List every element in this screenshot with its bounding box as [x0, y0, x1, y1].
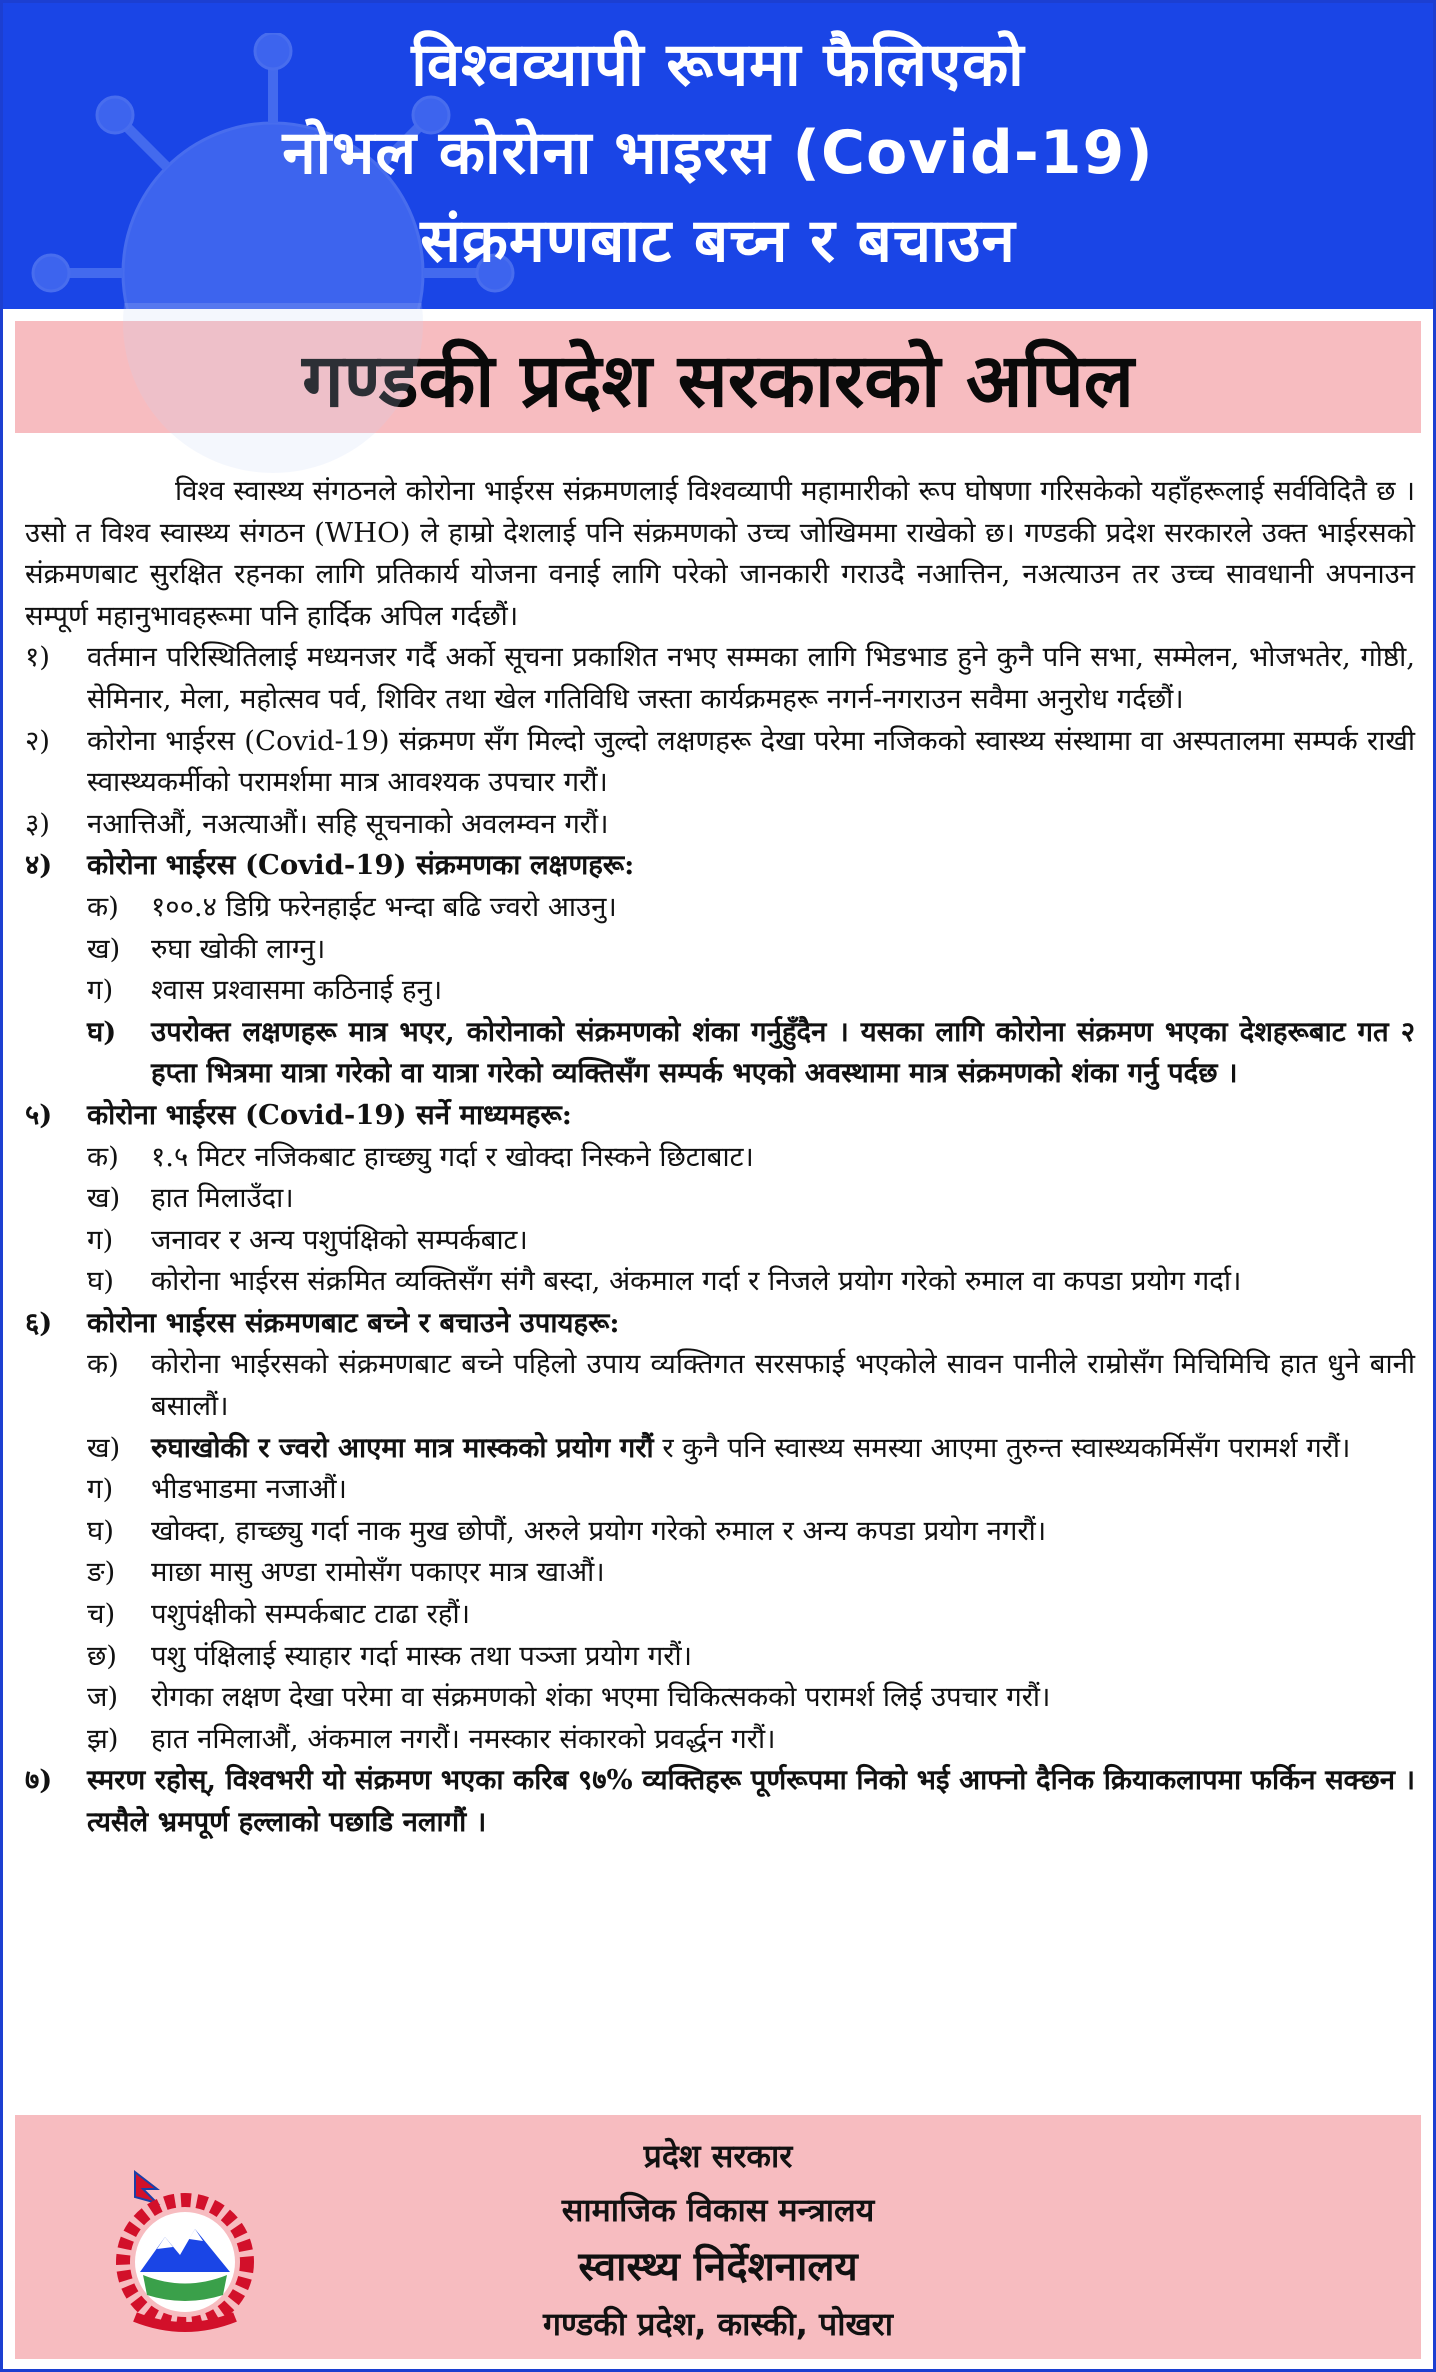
- sub-text: १.५ मिटर नजिकबाट हाच्छ्यु गर्दा र खोक्दा निस्कने छिटाबाट।: [151, 1140, 754, 1173]
- sub-item: [25, 1344, 1415, 1427]
- sub-item: [25, 1677, 1415, 1719]
- sub-text-rest: र कुनै पनि स्वास्थ्य समस्या आएमा तुरुन्त स्वास्थ्यकर्मिसँग परामर्श गरौं।: [653, 1431, 1351, 1464]
- appeal-content: [25, 471, 1415, 1844]
- header-line-2: नोभल कोरोना भाइरस (Covid-19): [282, 118, 1154, 188]
- sub-label: क): [87, 1348, 119, 1381]
- sub-item: [25, 1220, 1415, 1262]
- sub-label: क): [87, 1140, 119, 1173]
- sub-item: [25, 1428, 1415, 1470]
- list-item-2: [25, 721, 1415, 804]
- sub-label: च): [87, 1598, 116, 1631]
- sub-item: [25, 1511, 1415, 1553]
- sub-text: पशु पंक्षिलाई स्याहार गर्दा मास्क तथा पञ्जा प्रयोग गरौं।: [151, 1639, 693, 1672]
- list-item-4: [25, 845, 1415, 887]
- item-number: १): [25, 641, 51, 674]
- sub-label: ज): [87, 1681, 119, 1714]
- sub-text: १००.४ डिग्रि फरेनहाईट भन्दा बढि ज्वरो आउनु।: [151, 890, 617, 923]
- header-title: [3, 21, 1433, 285]
- item-text: स्मरण रहोस्, विश्वभरी यो संक्रमण भएका करिब ९७% व्यक्तिहरू पूर्णरूपमा निको भई आफ्नो दैनिक क्रियाकलापमा फर्किन सक्छन । त्यसैले भ्रमपूर्ण हल्लाको पछाडि नलागौं ।: [87, 1764, 1415, 1838]
- sub-item: [25, 1261, 1415, 1303]
- sub-item: [25, 1469, 1415, 1511]
- sub-item: [25, 929, 1415, 971]
- sub-text: भीडभाडमा नजाऔं।: [151, 1473, 347, 1506]
- sub-label: घ): [87, 1265, 114, 1298]
- sub-label: छ): [87, 1639, 118, 1672]
- footer-line-4: गण्डकी प्रदेश, कास्की, पोखरा: [542, 2305, 894, 2343]
- sub-text: हात मिलाउँदा।: [151, 1182, 294, 1215]
- sub-text-bold: रुघाखोकी र ज्वरो आएमा मात्र मास्कको प्रयोग गरौं: [151, 1431, 654, 1464]
- sub-item: [25, 970, 1415, 1012]
- sub-label: ख): [87, 932, 121, 965]
- appeal-title: गण्डकी प्रदेश सरकारको अपिल: [302, 337, 1134, 424]
- sub-text: कोरोना भाईरस संक्रमित व्यक्तिसँग संगै बस्दा, अंकमाल गर्दा र निजले प्रयोग गरेको रुमाल वा कपडा प्रयोग गर्दा।: [151, 1265, 1242, 1298]
- sub-text: पशुपंक्षीको सम्पर्कबाट टाढा रहौं।: [151, 1598, 471, 1631]
- sub-item: [25, 887, 1415, 929]
- header-line-1: विश्वव्यापी रूपमा फैलिएको: [411, 30, 1025, 100]
- item-heading: कोरोना भाईरस (Covid-19) संक्रमणका लक्षणहरू:: [87, 849, 635, 882]
- item-text: वर्तमान परिस्थितिलाई मध्यनजर गर्दै अर्को सूचना प्रकाशित नभए सम्मका लागि भिडभाड हुने कुनै पनि सभा, सम्मेलन, भोजभतेर, गोष्ठी, सेमिनार, मेला, महोत्सव पर्व, शिविर तथा खेल गतिविधि जस्ता कार्यक्रमहरू नगर्न-नगराउन सवैमा अनुरोध गर्दछौं।: [87, 641, 1415, 715]
- item-number: ६): [25, 1306, 53, 1339]
- item-text: कोरोना भाईरस (Covid-19) संक्रमण सँग मिल्दो जुल्दो लक्षणहरू देखा परेमा नजिकको स्वास्थ्य संस्थामा वा अस्पतालमा सम्पर्क राखी स्वास्थ्यकर्मीको परामर्शमा मात्र आवश्यक उपचार गरौं।: [87, 724, 1415, 799]
- sub-text: उपरोक्त लक्षणहरू मात्र भएर, कोरोनाको संक्रमणको शंका गर्नुहुँदैन । यसका लागि कोरोना संक्रमण भएका देशहरूबाट गत २ हप्ता भित्रमा यात्रा गरेको वा यात्रा गरेको व्यक्तिसँग सम्पर्क भएको अवस्थामा मात्र संक्रमणको शंका गर्नु पर्दछ ।: [151, 1015, 1415, 1090]
- footer-office: [15, 2129, 1421, 2351]
- list-item-3: [25, 804, 1415, 846]
- sub-text: जनावर र अन्य पशुपंक्षिको सम्पर्कबाट।: [151, 1223, 528, 1256]
- list-item-6: [25, 1303, 1415, 1345]
- header-line-3: संक्रमणबाट बच्न र बचाउन: [420, 206, 1016, 276]
- item-number: ७): [25, 1764, 53, 1797]
- item-number: ४): [25, 849, 53, 882]
- item-number: ५): [25, 1098, 53, 1131]
- sub-item: [25, 1636, 1415, 1678]
- sub-text: खोक्दा, हाच्छ्यु गर्दा नाक मुख छोपौं, अरुले प्रयोग गरेको रुमाल र अन्य कपडा प्रयोग नगरौं।: [151, 1514, 1047, 1547]
- header-banner: [3, 3, 1433, 309]
- sub-item: [25, 1012, 1415, 1095]
- sub-item: [25, 1178, 1415, 1220]
- sub-label: घ): [87, 1015, 117, 1048]
- sub-label: ग): [87, 1223, 114, 1256]
- list-item-7: [25, 1760, 1415, 1843]
- sub-item: [25, 1719, 1415, 1761]
- sub-item: [25, 1552, 1415, 1594]
- sub-label: ङ): [87, 1556, 116, 1589]
- sub-text: हात नमिलाऔं, अंकमाल नगरौं। नमस्कार संकारको प्रवर्द्धन गरौं।: [151, 1722, 776, 1755]
- sub-label: ख): [87, 1182, 121, 1215]
- sub-label: ग): [87, 974, 114, 1007]
- item-heading: कोरोना भाईरस संक्रमणबाट बच्ने र बचाउने उपायहरू:: [87, 1306, 620, 1339]
- item-number: ३): [25, 807, 51, 840]
- sub-item: [25, 1137, 1415, 1179]
- sub-text: रोगका लक्षण देखा परेमा वा संक्रमणको शंका भएमा चिकित्सकको परामर्श लिई उपचार गरौं।: [151, 1681, 1051, 1714]
- list-item-1: [25, 637, 1415, 720]
- footer-line-1: प्रदेश सरकार: [643, 2137, 793, 2175]
- sub-text: [151, 1428, 1415, 1470]
- intro-paragraph: विश्व स्वास्थ्य संगठनले कोरोना भाईरस संक्रमणलाई विश्वव्यापी महामारीको रूप घोषणा गरिसकेको यहाँहरूलाई सर्वविदितै छ । उसो त विश्व स्वास्थ्य संगठन (WHO) ले हाम्रो देशलाई पनि संक्रमणको उच्च जोखिममा राखेको छ। गण्डकी प्रदेश सरकारले उक्त भाईरसको संक्रमणबाट सुरक्षित रहनका लागि प्रतिकार्य योजना वनाई लागि परेको जानकारी गराउदै नआत्तिन, नअत्याउन तर उच्च सावधानी अपनाउन सम्पूर्ण महानुभावहरूमा पनि हार्दिक अपिल गर्दछौं।: [25, 475, 1415, 632]
- sub-label: घ): [87, 1514, 114, 1547]
- footer-line-3: स्वास्थ्य निर्देशनालय: [578, 2244, 858, 2290]
- sub-label: ग): [87, 1473, 114, 1506]
- list-item-5: [25, 1095, 1415, 1137]
- sub-label: ख): [87, 1431, 121, 1464]
- footer-line-2: सामाजिक विकास मन्त्रालय: [561, 2191, 875, 2229]
- sub-label: झ): [87, 1722, 119, 1755]
- item-heading: कोरोना भाईरस (Covid-19) सर्ने माध्यमहरू:: [87, 1098, 572, 1131]
- sub-text: कोरोना भाईरसको संक्रमणबाट बच्ने पहिलो उपाय व्यक्तिगत सरसफाई भएकोले सावन पानीले राम्रोसँग मिचिमिचि हात धुने बानी बसालौं।: [151, 1348, 1415, 1423]
- sub-text: माछा मासु अण्डा रामोसँग पकाएर मात्र खाऔं।: [151, 1556, 605, 1589]
- item-number: २): [25, 724, 51, 757]
- footer-band: [15, 2115, 1421, 2359]
- item-text: नआत्तिऔं, नअत्याऔं। सहि सूचनाको अवलम्वन गरौं।: [87, 807, 609, 840]
- sub-text: रुघा खोकी लाग्नु।: [151, 932, 326, 965]
- sub-item: [25, 1594, 1415, 1636]
- sub-label: क): [87, 890, 119, 923]
- sub-text: श्वास प्रश्वासमा कठिनाई हनु।: [151, 974, 443, 1007]
